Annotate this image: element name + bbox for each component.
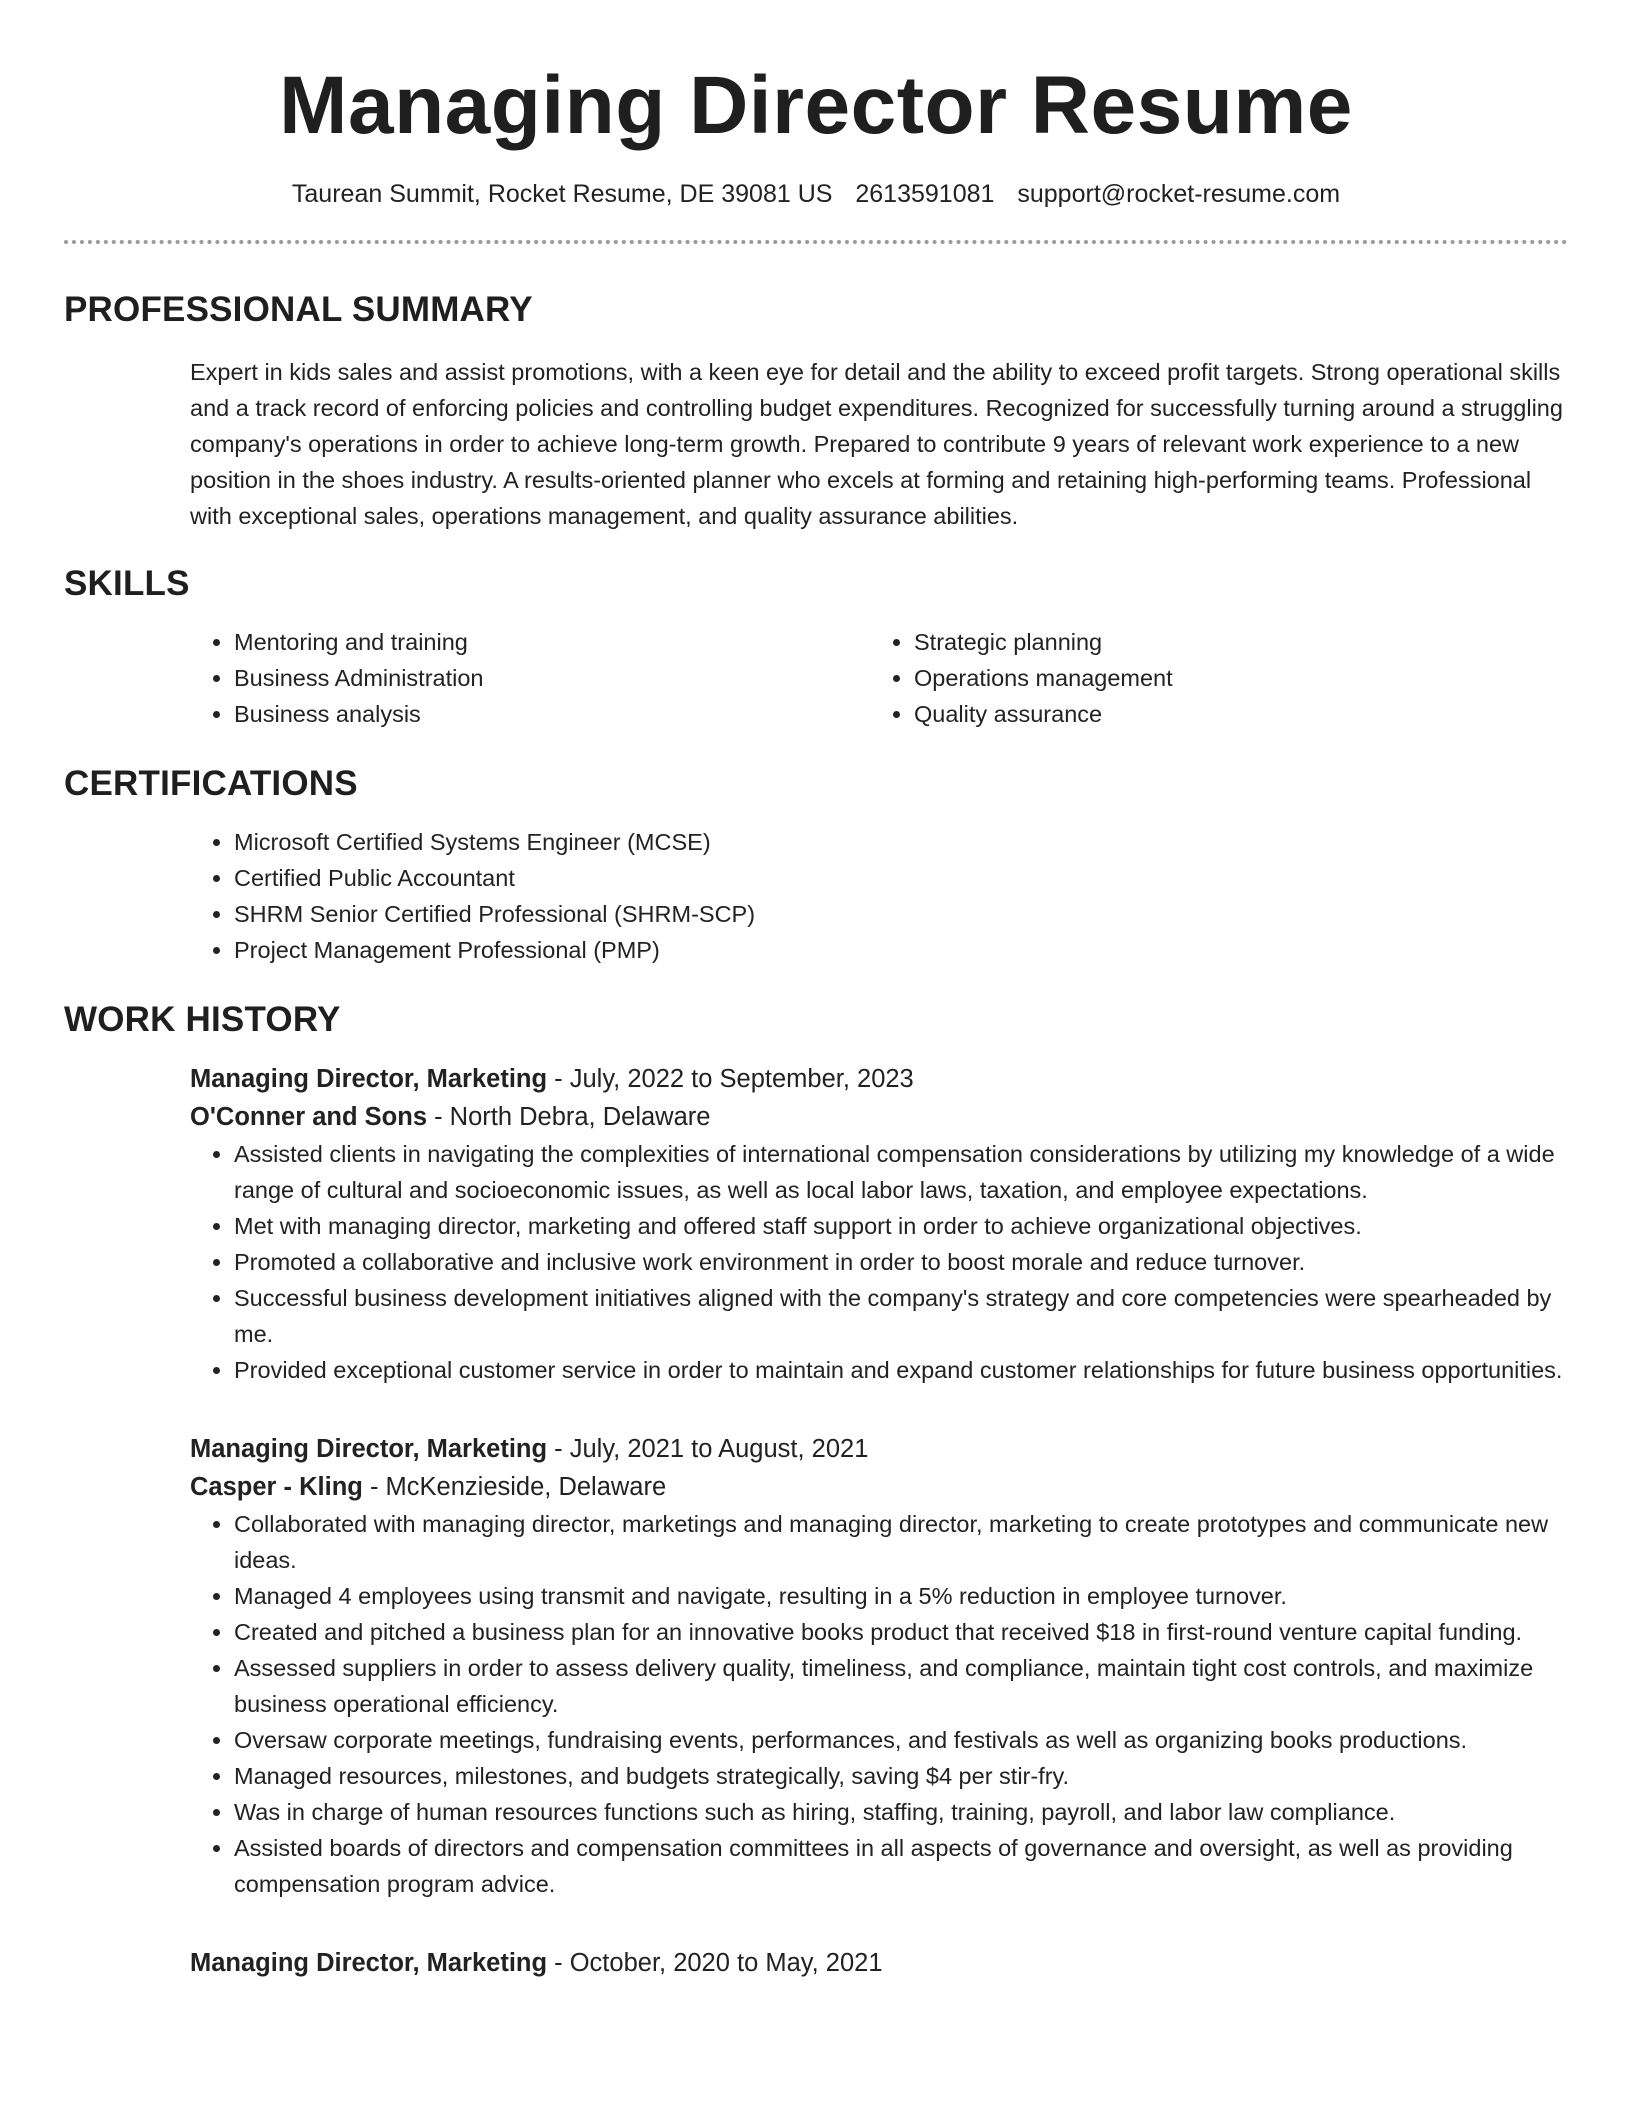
job-bullet: • Collaborated with managing director, marketings and managing director, marketing to create prototypes and communicate new ideas. bbox=[234, 1506, 1568, 1578]
job-title: Managing Director, Marketing bbox=[190, 1435, 548, 1463]
skills-column-right bbox=[870, 624, 1550, 732]
job-company: Casper - Kling bbox=[190, 1473, 363, 1501]
job-bullet: • Assessed suppliers in order to assess delivery quality, timeliness, and compliance, maintain tight cost controls, and maximize business operational efficiency. bbox=[234, 1650, 1568, 1722]
job-entry bbox=[190, 1430, 1568, 1902]
job-bullet: • Oversaw corporate meetings, fundraising events, performances, and festivals as well as organizing books productions. bbox=[234, 1722, 1568, 1758]
job-company-line bbox=[190, 1098, 1568, 1136]
summary-text: Expert in kids sales and assist promotions, with a keen eye for detail and the ability to exceed profit targets. Strong operational skills and a track record of enforcing policies and controlling budget expenditures. Recognized for successfully turning around a struggling company's operations in order to achieve long-term growth. Prepared to contribute 9 years of relevant work experience to a new position in the shoes industry. A results-oriented planner who excels at forming and retaining high-performing teams. Professional with exceptional sales, operations management, and quality assurance abilities. bbox=[190, 359, 1563, 529]
skills-section bbox=[64, 562, 1568, 732]
job-bullet: • Created and pitched a business plan for an innovative books product that received $18 in first-round venture capital funding. bbox=[234, 1614, 1568, 1650]
work-history-section bbox=[64, 998, 1568, 1982]
contact-address: Taurean Summit, Rocket Resume, DE 39081 US bbox=[291, 180, 833, 208]
job-bullet: • Assisted boards of directors and compensation committees in all aspects of governance and oversight, as well as providing compensation program advice. bbox=[234, 1830, 1568, 1902]
skills-column-left bbox=[190, 624, 870, 732]
job-company-line bbox=[190, 1468, 1568, 1506]
skill-item: • Business Administration bbox=[234, 660, 870, 696]
job-title-line bbox=[190, 1060, 1568, 1098]
job-dates: - October, 2020 to May, 2021 bbox=[547, 1949, 883, 1977]
job-bullets bbox=[190, 1506, 1568, 1902]
job-bullet: • Was in charge of human resources functions such as hiring, staffing, training, payroll, and labor law compliance. bbox=[234, 1794, 1568, 1830]
certifications-section bbox=[64, 762, 1568, 968]
job-bullets bbox=[190, 1136, 1568, 1388]
job-bullet: • Promoted a collaborative and inclusive work environment in order to boost morale and reduce turnover. bbox=[234, 1244, 1568, 1280]
job-bullet: • Successful business development initiatives aligned with the company's strategy and core competencies were spearheaded by me. bbox=[234, 1280, 1568, 1352]
certifications-heading: CERTIFICATIONS bbox=[64, 764, 358, 803]
job-bullet: • Assisted clients in navigating the complexities of international compensation considerations by utilizing my knowledge of a wide range of cultural and socioeconomic issues, as well as local labor laws, taxation, and employee expectations. bbox=[234, 1136, 1568, 1208]
summary-heading: PROFESSIONAL SUMMARY bbox=[64, 290, 533, 329]
job-bullet: • Managed 4 employees using transmit and navigate, resulting in a 5% reduction in employee turnover. bbox=[234, 1578, 1568, 1614]
job-title-line bbox=[190, 1430, 1568, 1468]
contact-email: support@rocket-resume.com bbox=[1017, 180, 1341, 208]
job-bullet: • Met with managing director, marketing and offered staff support in order to achieve organizational objectives. bbox=[234, 1208, 1568, 1244]
header-divider bbox=[64, 240, 1568, 244]
skills-heading: SKILLS bbox=[64, 564, 190, 603]
job-title: Managing Director, Marketing bbox=[190, 1065, 548, 1093]
skill-item: • Business analysis bbox=[234, 696, 870, 732]
skill-item: • Mentoring and training bbox=[234, 624, 870, 660]
certification-item: • SHRM Senior Certified Professional (SHRM-SCP) bbox=[234, 896, 1568, 932]
job-dates: - July, 2022 to September, 2023 bbox=[547, 1065, 914, 1093]
certification-item: • Project Management Professional (PMP) bbox=[234, 932, 1568, 968]
skills-grid bbox=[190, 624, 1568, 732]
job-location: - McKenzieside, Delaware bbox=[362, 1473, 667, 1501]
job-title-line bbox=[190, 1944, 1568, 1982]
resume-title: Managing Director Resume bbox=[279, 60, 1353, 151]
certifications-list bbox=[190, 824, 1568, 968]
job-location: - North Debra, Delaware bbox=[427, 1103, 711, 1131]
skill-item: • Quality assurance bbox=[914, 696, 1550, 732]
job-dates: - July, 2021 to August, 2021 bbox=[547, 1435, 869, 1463]
job-bullet: • Managed resources, milestones, and budgets strategically, saving $4 per stir-fry. bbox=[234, 1758, 1568, 1794]
job-bullet: • Provided exceptional customer service in order to maintain and expand customer relationships for future business opportunities. bbox=[234, 1352, 1568, 1388]
work-history-heading: WORK HISTORY bbox=[64, 1000, 341, 1039]
job-company: O'Conner and Sons bbox=[190, 1103, 427, 1131]
skill-item: • Operations management bbox=[914, 660, 1550, 696]
skill-item: • Strategic planning bbox=[914, 624, 1550, 660]
resume-page bbox=[64, 0, 1568, 1982]
job-entry bbox=[190, 1060, 1568, 1388]
contact-phone: 2613591081 bbox=[855, 180, 995, 208]
summary-section bbox=[64, 288, 1568, 534]
contact-line bbox=[64, 178, 1568, 210]
job-entry bbox=[190, 1944, 1568, 1982]
job-title: Managing Director, Marketing bbox=[190, 1949, 548, 1977]
certification-item: • Certified Public Accountant bbox=[234, 860, 1568, 896]
certification-item: • Microsoft Certified Systems Engineer (MCSE) bbox=[234, 824, 1568, 860]
